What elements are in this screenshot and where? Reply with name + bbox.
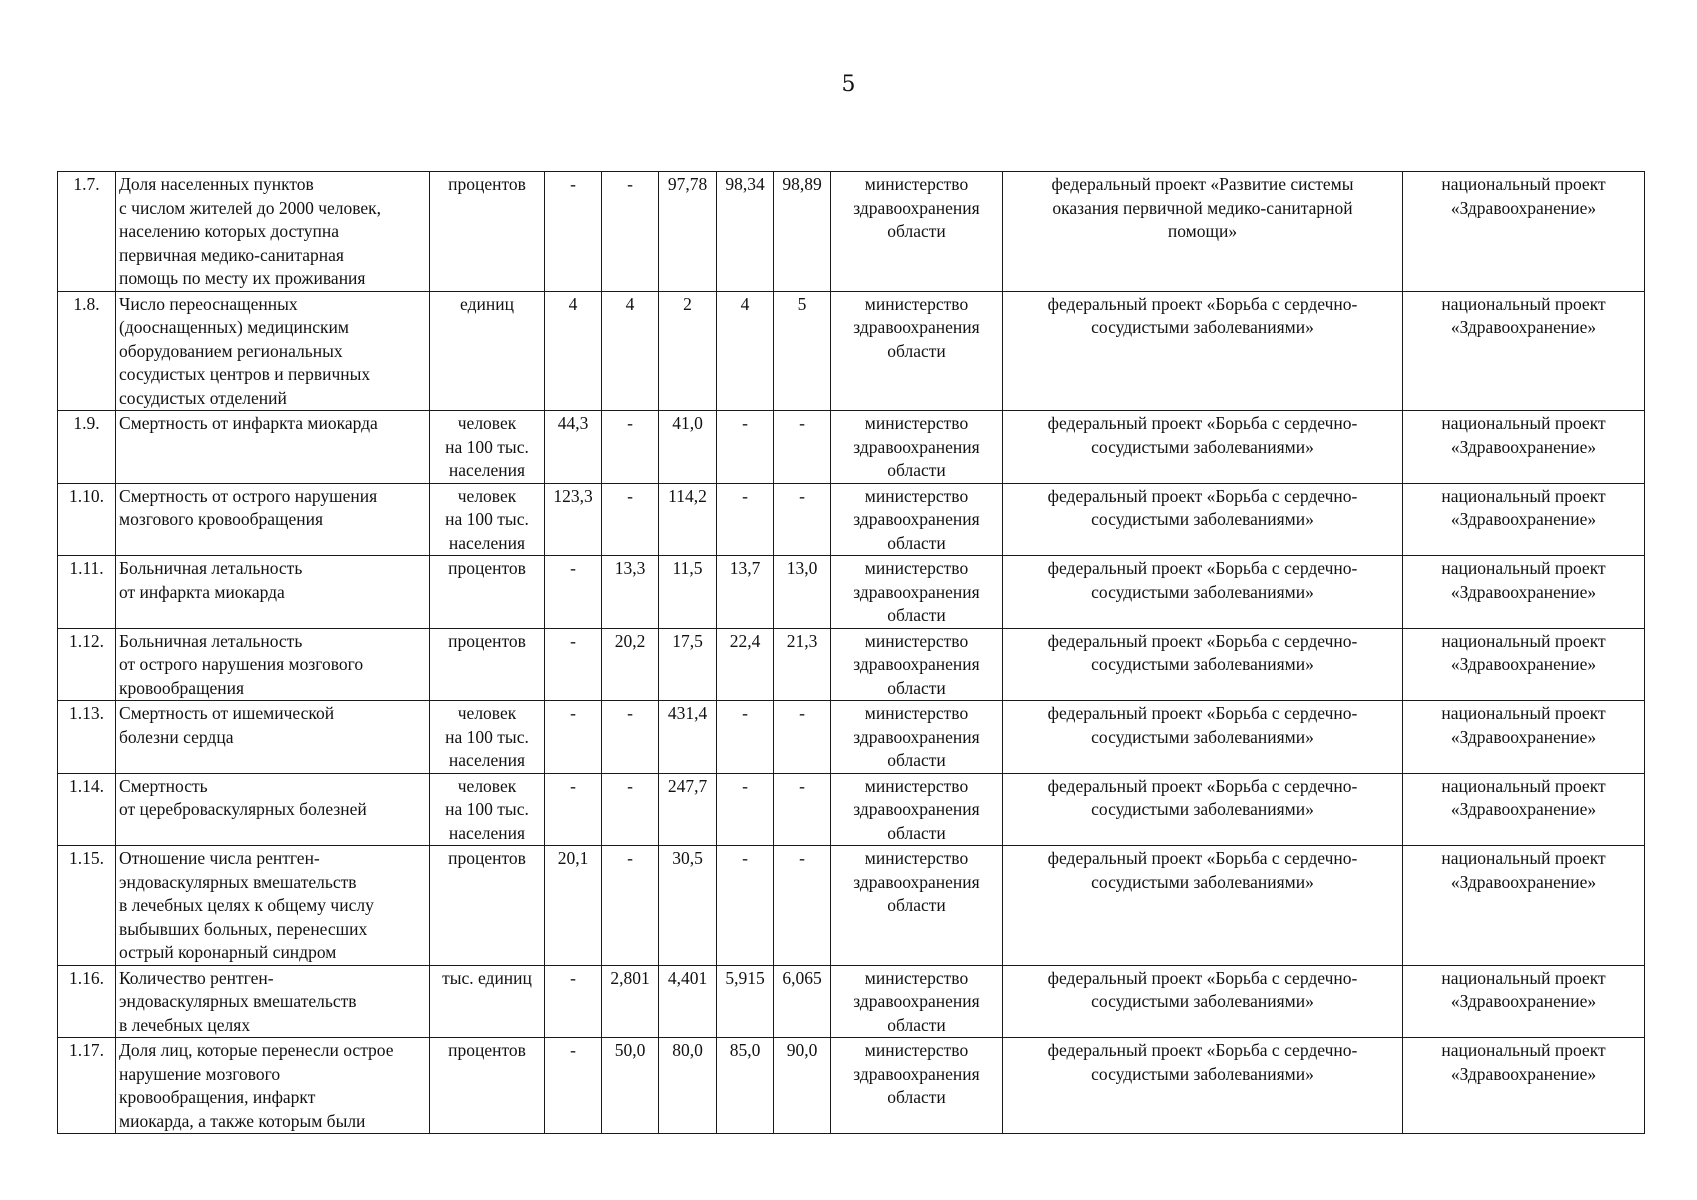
- unit-cell: человек на 100 тыс. населения: [430, 773, 545, 846]
- row-number: 1.14.: [58, 773, 116, 846]
- national-project-cell: национальный проект «Здравоохранение»: [1403, 556, 1645, 629]
- national-project-cell: национальный проект «Здравоохранение»: [1403, 483, 1645, 556]
- executor-cell: министерство здравоохранения области: [831, 1038, 1003, 1134]
- indicator-name: Доля населенных пунктов с числом жителей до 2000 человек, населению которых доступна первичная медико-санитарная помощь по месту их проживания: [116, 172, 430, 292]
- unit-cell: процентов: [430, 172, 545, 292]
- value-cell: 80,0: [659, 1038, 717, 1134]
- indicator-name: Больничная летальность от инфаркта миокарда: [116, 556, 430, 629]
- indicator-name: Число переоснащенных (дооснащенных) медицинским оборудованием региональных сосудистых центров и первичных сосудистых отделений: [116, 291, 430, 411]
- value-cell: -: [717, 701, 774, 774]
- value-cell: -: [602, 411, 659, 484]
- value-cell: -: [774, 483, 831, 556]
- unit-cell: процентов: [430, 846, 545, 966]
- indicators-table: [57, 171, 1645, 1134]
- value-cell: 44,3: [545, 411, 602, 484]
- value-cell: 123,3: [545, 483, 602, 556]
- value-cell: -: [602, 773, 659, 846]
- indicator-name: Смертность от цереброваскулярных болезней: [116, 773, 430, 846]
- unit-cell: тыс. единиц: [430, 965, 545, 1038]
- federal-project-cell: федеральный проект «Борьба с сердечно- сосудистыми заболеваниями»: [1003, 965, 1403, 1038]
- value-cell: 2,801: [602, 965, 659, 1038]
- federal-project-cell: федеральный проект «Борьба с сердечно- сосудистыми заболеваниями»: [1003, 411, 1403, 484]
- national-project-cell: национальный проект «Здравоохранение»: [1403, 411, 1645, 484]
- national-project-cell: национальный проект «Здравоохранение»: [1403, 965, 1645, 1038]
- indicator-name: Количество рентген- эндоваскулярных вмешательств в лечебных целях: [116, 965, 430, 1038]
- executor-cell: министерство здравоохранения области: [831, 628, 1003, 701]
- row-number: 1.10.: [58, 483, 116, 556]
- value-cell: -: [545, 1038, 602, 1134]
- unit-cell: процентов: [430, 1038, 545, 1134]
- national-project-cell: национальный проект «Здравоохранение»: [1403, 773, 1645, 846]
- federal-project-cell: федеральный проект «Развитие системы оказания первичной медико-санитарной помощи»: [1003, 172, 1403, 292]
- value-cell: 30,5: [659, 846, 717, 966]
- federal-project-cell: федеральный проект «Борьба с сердечно- сосудистыми заболеваниями»: [1003, 846, 1403, 966]
- value-cell: 20,2: [602, 628, 659, 701]
- executor-cell: министерство здравоохранения области: [831, 701, 1003, 774]
- value-cell: 85,0: [717, 1038, 774, 1134]
- value-cell: 4,401: [659, 965, 717, 1038]
- federal-project-cell: федеральный проект «Борьба с сердечно- сосудистыми заболеваниями»: [1003, 291, 1403, 411]
- value-cell: 97,78: [659, 172, 717, 292]
- federal-project-cell: федеральный проект «Борьба с сердечно- сосудистыми заболеваниями»: [1003, 701, 1403, 774]
- unit-cell: процентов: [430, 628, 545, 701]
- table-row: [58, 291, 1645, 411]
- value-cell: 5,915: [717, 965, 774, 1038]
- executor-cell: министерство здравоохранения области: [831, 846, 1003, 966]
- row-number: 1.13.: [58, 701, 116, 774]
- executor-cell: министерство здравоохранения области: [831, 291, 1003, 411]
- unit-cell: человек на 100 тыс. населения: [430, 701, 545, 774]
- value-cell: 13,0: [774, 556, 831, 629]
- unit-cell: единиц: [430, 291, 545, 411]
- value-cell: -: [717, 411, 774, 484]
- indicator-name: Больничная летальность от острого нарушения мозгового кровообращения: [116, 628, 430, 701]
- value-cell: -: [774, 701, 831, 774]
- executor-cell: министерство здравоохранения области: [831, 773, 1003, 846]
- value-cell: 247,7: [659, 773, 717, 846]
- national-project-cell: национальный проект «Здравоохранение»: [1403, 628, 1645, 701]
- value-cell: 13,3: [602, 556, 659, 629]
- table-row: [58, 556, 1645, 629]
- value-cell: 90,0: [774, 1038, 831, 1134]
- national-project-cell: национальный проект «Здравоохранение»: [1403, 172, 1645, 292]
- value-cell: 20,1: [545, 846, 602, 966]
- table-row: [58, 1038, 1645, 1134]
- federal-project-cell: федеральный проект «Борьба с сердечно- сосудистыми заболеваниями»: [1003, 1038, 1403, 1134]
- value-cell: 22,4: [717, 628, 774, 701]
- row-number: 1.11.: [58, 556, 116, 629]
- table-row: [58, 773, 1645, 846]
- row-number: 1.7.: [58, 172, 116, 292]
- unit-cell: процентов: [430, 556, 545, 629]
- value-cell: 4: [545, 291, 602, 411]
- value-cell: -: [545, 628, 602, 701]
- value-cell: 4: [602, 291, 659, 411]
- indicator-name: Смертность от острого нарушения мозгового кровообращения: [116, 483, 430, 556]
- value-cell: -: [602, 846, 659, 966]
- value-cell: -: [545, 556, 602, 629]
- row-number: 1.8.: [58, 291, 116, 411]
- table-row: [58, 172, 1645, 292]
- table-row: [58, 846, 1645, 966]
- value-cell: -: [717, 483, 774, 556]
- table-row: [58, 483, 1645, 556]
- value-cell: -: [545, 172, 602, 292]
- value-cell: 98,89: [774, 172, 831, 292]
- value-cell: 41,0: [659, 411, 717, 484]
- row-number: 1.9.: [58, 411, 116, 484]
- national-project-cell: национальный проект «Здравоохранение»: [1403, 291, 1645, 411]
- federal-project-cell: федеральный проект «Борьба с сердечно- сосудистыми заболеваниями»: [1003, 773, 1403, 846]
- unit-cell: человек на 100 тыс. населения: [430, 483, 545, 556]
- indicator-name: Смертность от инфаркта миокарда: [116, 411, 430, 484]
- row-number: 1.15.: [58, 846, 116, 966]
- value-cell: 4: [717, 291, 774, 411]
- row-number: 1.12.: [58, 628, 116, 701]
- table-row: [58, 411, 1645, 484]
- national-project-cell: национальный проект «Здравоохранение»: [1403, 701, 1645, 774]
- federal-project-cell: федеральный проект «Борьба с сердечно- сосудистыми заболеваниями»: [1003, 628, 1403, 701]
- value-cell: 50,0: [602, 1038, 659, 1134]
- executor-cell: министерство здравоохранения области: [831, 965, 1003, 1038]
- value-cell: 5: [774, 291, 831, 411]
- executor-cell: министерство здравоохранения области: [831, 172, 1003, 292]
- value-cell: -: [602, 701, 659, 774]
- executor-cell: министерство здравоохранения области: [831, 556, 1003, 629]
- table-row: [58, 628, 1645, 701]
- value-cell: -: [545, 773, 602, 846]
- table-row: [58, 701, 1645, 774]
- value-cell: 98,34: [717, 172, 774, 292]
- value-cell: -: [774, 411, 831, 484]
- table-row: [58, 965, 1645, 1038]
- value-cell: -: [602, 172, 659, 292]
- value-cell: 11,5: [659, 556, 717, 629]
- value-cell: -: [774, 846, 831, 966]
- value-cell: 431,4: [659, 701, 717, 774]
- value-cell: 2: [659, 291, 717, 411]
- row-number: 1.16.: [58, 965, 116, 1038]
- value-cell: -: [717, 773, 774, 846]
- value-cell: 13,7: [717, 556, 774, 629]
- executor-cell: министерство здравоохранения области: [831, 483, 1003, 556]
- value-cell: -: [774, 773, 831, 846]
- federal-project-cell: федеральный проект «Борьба с сердечно- сосудистыми заболеваниями»: [1003, 556, 1403, 629]
- national-project-cell: национальный проект «Здравоохранение»: [1403, 846, 1645, 966]
- indicator-name: Доля лиц, которые перенесли острое нарушение мозгового кровообращения, инфаркт миокарда, а также которым были: [116, 1038, 430, 1134]
- value-cell: 21,3: [774, 628, 831, 701]
- row-number: 1.17.: [58, 1038, 116, 1134]
- indicator-name: Смертность от ишемической болезни сердца: [116, 701, 430, 774]
- value-cell: -: [545, 701, 602, 774]
- value-cell: -: [717, 846, 774, 966]
- value-cell: -: [545, 965, 602, 1038]
- unit-cell: человек на 100 тыс. населения: [430, 411, 545, 484]
- page-number: 5: [841, 72, 856, 97]
- value-cell: 114,2: [659, 483, 717, 556]
- indicator-name: Отношение числа рентген- эндоваскулярных вмешательств в лечебных целях к общему числу выбывших больных, перенесших острый коронарный синдром: [116, 846, 430, 966]
- value-cell: 17,5: [659, 628, 717, 701]
- executor-cell: министерство здравоохранения области: [831, 411, 1003, 484]
- table-body: [58, 172, 1645, 1134]
- value-cell: -: [602, 483, 659, 556]
- value-cell: 6,065: [774, 965, 831, 1038]
- national-project-cell: национальный проект «Здравоохранение»: [1403, 1038, 1645, 1134]
- federal-project-cell: федеральный проект «Борьба с сердечно- сосудистыми заболеваниями»: [1003, 483, 1403, 556]
